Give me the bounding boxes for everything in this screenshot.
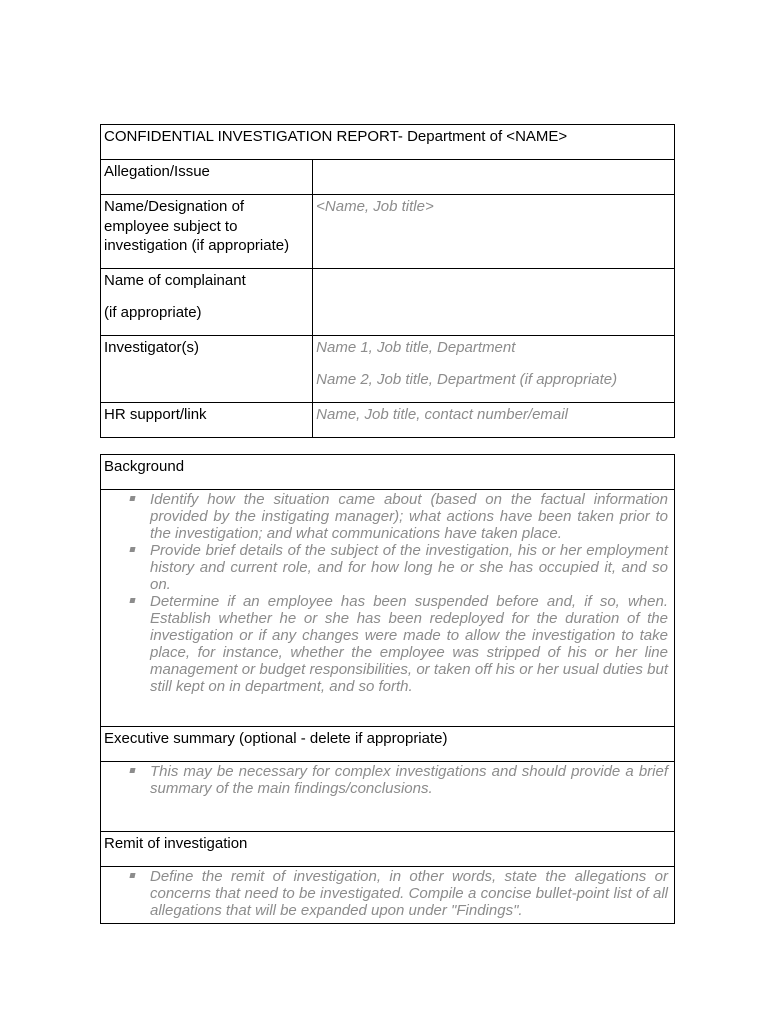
bullet-text: Define the remit of investigation, in other words, state the allegations or concerns that need to be investigated. Compile a concise bullet-point list of all allegations that will be expanded upon under "Findings". <box>150 868 668 919</box>
hr-value-cell[interactable]: Name, Job title, contact number/email <box>313 403 675 438</box>
bullet-text: This may be necessary for complex investigations and should provide a brief summary of the main findings/conclusions. <box>150 763 668 797</box>
employee-value-cell[interactable]: <Name, Job title> <box>313 195 675 269</box>
background-heading-row <box>101 455 675 490</box>
list-item <box>150 593 668 695</box>
bullet-icon <box>129 873 135 878</box>
bullet-icon <box>129 598 135 603</box>
remit-bullet-list <box>104 868 670 919</box>
complainant-row <box>101 269 675 336</box>
background-heading: Background <box>101 455 675 490</box>
report-title: CONFIDENTIAL INVESTIGATION REPORT- Department of <NAME> <box>101 125 675 160</box>
background-content-row <box>101 490 675 727</box>
remit-content-row <box>101 867 675 924</box>
hr-label: HR support/link <box>101 403 313 438</box>
list-item <box>150 868 668 919</box>
remit-heading-row <box>101 832 675 867</box>
list-item <box>150 491 668 542</box>
executive-summary-content-row <box>101 762 675 832</box>
investigators-label: Investigator(s) <box>101 336 313 403</box>
report-header-table <box>100 124 675 438</box>
bullet-icon <box>129 768 135 773</box>
title-row <box>101 125 675 160</box>
background-bullet-list <box>104 491 670 695</box>
employee-row <box>101 195 675 269</box>
executive-summary-content-cell[interactable] <box>101 762 675 832</box>
bullet-text: Determine if an employee has been suspended before and, if so, when. Establish whether he or she has been redeployed for the duration of the investigation or if any changes were made to allow the investigation to take place, for instance, whether the employee was stripped of his or her line management or budget responsibilities, or taken off his or her usual duties but still kept on in department, and so forth. <box>150 593 668 695</box>
bullet-text: Provide brief details of the subject of the investigation, his or her employment history and current role, and for how long he or she has occupied it, and so on. <box>150 542 668 593</box>
investigators-value-cell[interactable] <box>313 336 675 403</box>
hr-row <box>101 403 675 438</box>
remit-heading: Remit of investigation <box>101 832 675 867</box>
allegation-label: Allegation/Issue <box>101 160 313 195</box>
background-content-cell[interactable] <box>101 490 675 727</box>
bullet-icon <box>129 496 135 501</box>
bullet-text: Identify how the situation came about (based on the factual information provided by the instigating manager); what actions have been taken prior to the investigation; and what communications have taken place. <box>150 491 668 542</box>
allegation-value-cell[interactable] <box>313 160 675 195</box>
complainant-label-note: (if appropriate) <box>104 303 202 321</box>
remit-content-cell[interactable] <box>101 867 675 924</box>
bullet-icon <box>129 547 135 552</box>
investigator-1: Name 1, Job title, Department <box>316 339 516 356</box>
complainant-label: Name of complainant <box>104 272 246 289</box>
executive-summary-heading: Executive summary (optional - delete if appropriate) <box>101 727 675 762</box>
employee-label: Name/Designation of employee subject to investigation (if appropriate) <box>101 195 313 269</box>
report-sections-table <box>100 454 675 924</box>
complainant-label-cell <box>101 269 313 336</box>
list-item <box>150 763 668 797</box>
complainant-value-cell[interactable] <box>313 269 675 336</box>
investigator-2: Name 2, Job title, Department (if appropriate) <box>316 370 618 388</box>
document-page <box>100 124 675 924</box>
executive-summary-bullet-list <box>104 763 670 797</box>
investigators-row <box>101 336 675 403</box>
allegation-row <box>101 160 675 195</box>
list-item <box>150 542 668 593</box>
executive-summary-heading-row <box>101 727 675 762</box>
